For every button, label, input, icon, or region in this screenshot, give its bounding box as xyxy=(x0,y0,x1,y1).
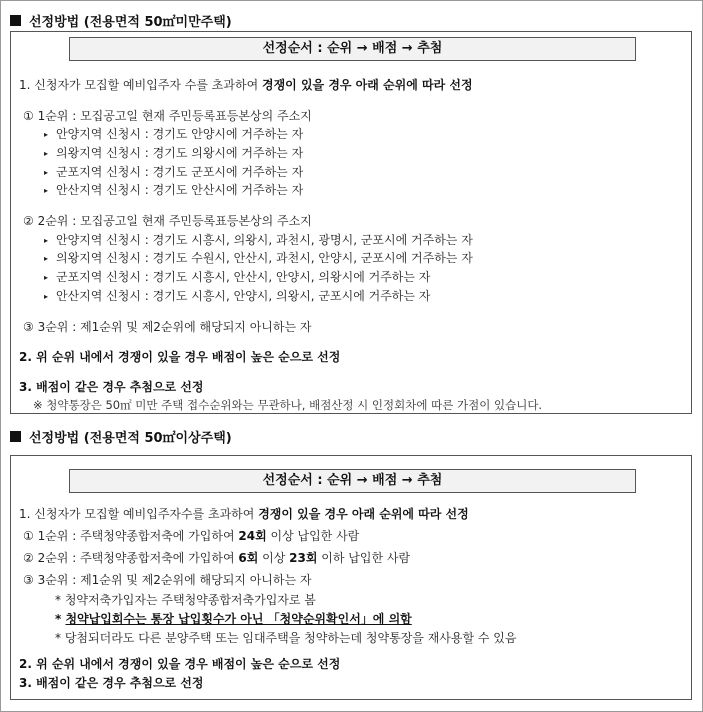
s2-item3: 3. 배점이 같은 경우 추첨으로 선정 xyxy=(19,676,204,690)
s1-item2: 2. 위 순위 내에서 경쟁이 있을 경우 배점이 높은 순으로 선정 xyxy=(19,350,341,364)
asterisk-icon: * xyxy=(55,612,62,626)
square-bullet-icon xyxy=(10,431,21,442)
s1-item3: 3. 배점이 같은 경우 추첨으로 선정 xyxy=(19,380,204,394)
s2-rank1: ① 1순위 : 주택청약종합저축에 가입하여 24회 이상 납입한 사람 xyxy=(23,529,360,543)
s1-rank1: ① 1순위 : 모집공고일 현재 주민등록표등본상의 주소지 xyxy=(23,109,312,123)
s1-note: ※ 청약통장은 50㎡ 미만 주택 접수순위와는 무관하나, 배점산정 시 인정회차에 따른 가점이 있습니다. xyxy=(33,398,543,412)
s2-item1: 1. 신청자가 모집할 예비입주자수를 초과하여 경쟁이 있을 경우 아래 순위에 따라 선정 xyxy=(19,507,469,521)
asterisk-icon: * xyxy=(55,631,61,645)
asterisk-icon: * xyxy=(55,593,61,607)
section1-title: 선정방법 (전용면적 50㎡미만주택) xyxy=(10,11,232,30)
list-item: ▸ 의왕지역 신청시 : 경기도 수원시, 안산시, 과천시, 안양시, 군포시에 거주하는 자 xyxy=(44,251,473,265)
list-item: ▸ 안산지역 신청시 : 경기도 안산시에 거주하는 자 xyxy=(44,183,304,197)
s2-item2: 2. 위 순위 내에서 경쟁이 있을 경우 배점이 높은 순으로 선정 xyxy=(19,657,341,671)
triangle-bullet-icon: ▸ xyxy=(44,292,49,301)
triangle-bullet-icon: ▸ xyxy=(44,254,49,263)
section1-box xyxy=(10,31,692,414)
list-item: ▸ 안산지역 신청시 : 경기도 시흥시, 안양시, 의왕시, 군포시에 거주하는 자 xyxy=(44,289,431,303)
list-item: ▸ 안양지역 신청시 : 경기도 안양시에 거주하는 자 xyxy=(44,127,304,141)
triangle-bullet-icon: ▸ xyxy=(44,149,49,158)
triangle-bullet-icon: ▸ xyxy=(44,236,49,245)
s1-rank3: ③ 3순위 : 제1순위 및 제2순위에 해당되지 아니하는 자 xyxy=(23,320,312,334)
triangle-bullet-icon: ▸ xyxy=(44,186,49,195)
square-bullet-icon xyxy=(10,15,21,26)
triangle-bullet-icon: ▸ xyxy=(44,130,49,139)
s1-item1: 1. 신청자가 모집할 예비입주자 수를 초과하여 경쟁이 있을 경우 아래 순위에 따라 선정 xyxy=(19,78,473,92)
section2-box xyxy=(10,455,692,700)
selection-order-banner: 선정순서 : 순위 → 배점 → 추첨 xyxy=(69,37,636,61)
s2-note-2: * 청약납입회수는 통장 납입횟수가 아닌 「청약순위확인서」에 의함 xyxy=(55,612,412,626)
s2-rank3: ③ 3순위 : 제1순위 및 제2순위에 해당되지 아니하는 자 xyxy=(23,573,312,587)
list-item: ▸ 안양지역 신청시 : 경기도 시흥시, 의왕시, 과천시, 광명시, 군포시에 거주하는 자 xyxy=(44,233,473,247)
s2-note-1: * 청약저축가입자는 주택청약종합저축가입자로 봄 xyxy=(55,593,316,607)
s2-note-3: * 당첨되더라도 다른 분양주택 또는 임대주택을 청약하는데 청약통장을 재사용할 수 있음 xyxy=(55,631,517,645)
list-item: ▸ 군포지역 신청시 : 경기도 군포시에 거주하는 자 xyxy=(44,165,304,179)
selection-order-banner: 선정순서 : 순위 → 배점 → 추첨 xyxy=(69,469,636,493)
s1-rank2: ② 2순위 : 모집공고일 현재 주민등록표등본상의 주소지 xyxy=(23,214,312,228)
triangle-bullet-icon: ▸ xyxy=(44,168,49,177)
section2-title: 선정방법 (전용면적 50㎡이상주택) xyxy=(10,427,232,446)
s2-rank2: ② 2순위 : 주택청약종합저축에 가입하여 6회 이상 23회 이하 납입한 사람 xyxy=(23,551,411,565)
list-item: ▸ 의왕지역 신청시 : 경기도 의왕시에 거주하는 자 xyxy=(44,146,304,160)
list-item: ▸ 군포지역 신청시 : 경기도 시흥시, 안산시, 안양시, 의왕시에 거주하는 자 xyxy=(44,270,431,284)
triangle-bullet-icon: ▸ xyxy=(44,273,49,282)
